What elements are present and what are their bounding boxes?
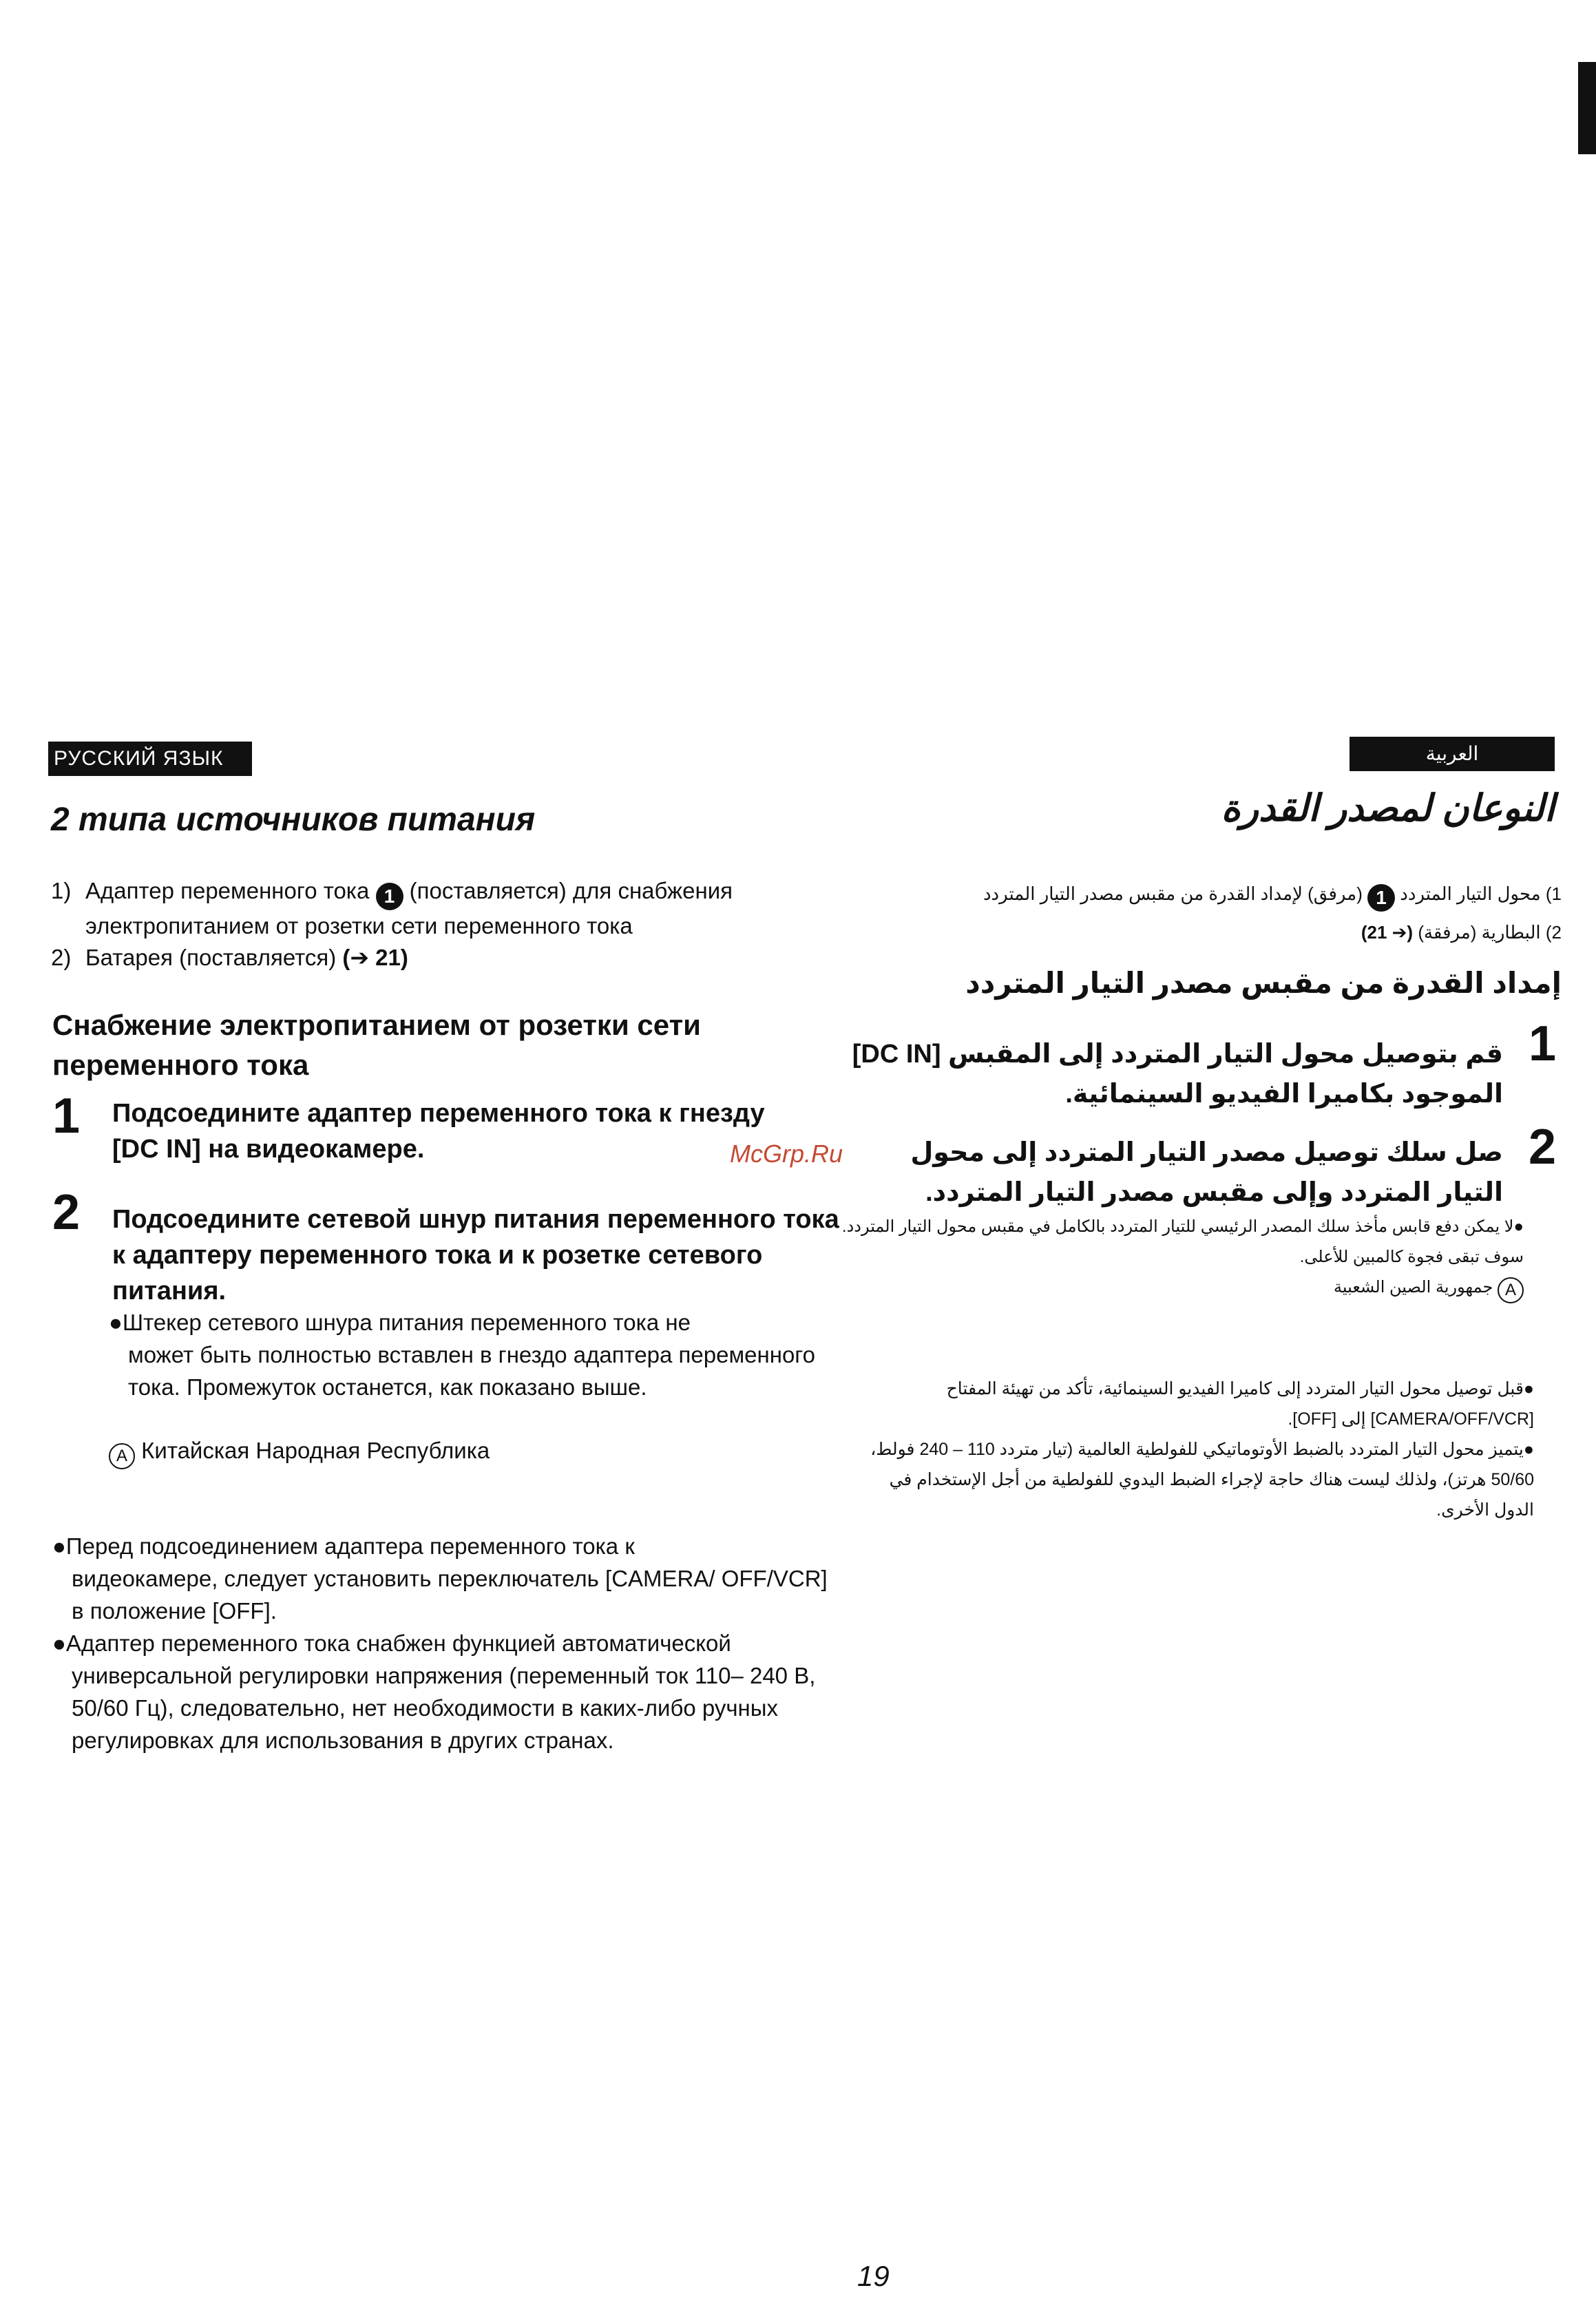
step-number-1-arabic: 1 xyxy=(1528,1016,1556,1071)
language-tab-russian: РУССКИЙ ЯЗЫК xyxy=(48,742,252,776)
step-number-2: 2 xyxy=(52,1185,81,1240)
list-item: 1) Адаптер переменного тока 1 (поставляется) для снабжения электропитанием от розетки сети переменного тока xyxy=(51,878,733,938)
note-item: ●قبل توصيل محول التيار المتردد إلى كاميرا الفيديو السينمائية، تأكد من تهيئة المفتاح [CAMERA/OFF/VCR] إلى [OFF]. xyxy=(946,1379,1534,1429)
page-reference: (➔ 21) xyxy=(1361,922,1414,943)
note-item: ●Перед подсоединением адаптера переменного тока к видеокамере, следует установить переключатель [CAMERA/ OFF/VCR] в положение [OFF]. xyxy=(52,1533,828,1624)
step-2-note-arabic: ●لا يمكن دفع قابس مأخذ سلك المصدر الرئيسي للتيار المتردد بالكامل في مقبس محول التيار المتردد. سوف تبقى فجوة كالمبين للأعلى. A جمهورية الصين الشعبية xyxy=(835,1212,1524,1303)
section-title-russian: 2 типа источников питания xyxy=(51,801,536,838)
list-item: 2) Батарея (поставляется) (➔ 21) xyxy=(51,945,408,970)
power-source-list-arabic xyxy=(846,874,1562,952)
section-title-arabic: النوعان لمصدر القدرة xyxy=(1221,788,1555,829)
subheading-russian: Снабжение электропитанием от розетки сети переменного тока xyxy=(52,1009,701,1081)
subheading-arabic: إمداد القدرة من مقبس مصدر التيار المتردد xyxy=(965,967,1562,999)
list-item: 2) البطارية (مرفقة) (➔ 21) xyxy=(1361,922,1562,943)
step-2-instruction-arabic: صل سلك توصيل مصدر التيار المتردد إلى محول التيار المتردد وإلى مقبس مصدر التيار المتردد. xyxy=(910,1138,1503,1207)
step-number-2-arabic: 2 xyxy=(1528,1120,1556,1175)
figure-legend: A Китайская Народная Республика xyxy=(109,1434,490,1469)
step-1-instruction: Подсоедините адаптер переменного тока к гнезду [DC IN] на видеокамере. xyxy=(112,1099,765,1164)
figure-legend-arabic: A جمهورية الصين الشعبية xyxy=(835,1272,1524,1303)
note-item: ●يتميز محول التيار المتردد بالضبط الأوتوماتيكي للفولطية العالمية (تيار متردد 110 – 240 فولط، 50/60 هرتز)، ولذلك ليست هناك حاجة لإجراء الضبط اليدوي للفولطية من أجل الإستخدام في الدول الأخرى. xyxy=(870,1440,1534,1520)
language-tab-arabic: العربية xyxy=(1350,737,1555,771)
page-edge-marker xyxy=(1578,62,1596,154)
callout-letter-icon: A xyxy=(1498,1277,1524,1303)
page-reference: (➔ 21) xyxy=(342,945,408,970)
callout-number-icon: 1 xyxy=(376,883,403,910)
page-number: 19 xyxy=(857,2260,890,2292)
callout-letter-icon: A xyxy=(109,1443,135,1469)
power-source-list-russian xyxy=(51,875,850,974)
step-2-instruction: Подсоедините сетевой шнур питания переменного тока к адаптеру переменного тока и к розетке сетевого питания. xyxy=(112,1205,839,1305)
step-1-instruction-arabic: قم بتوصيل محول التيار المتردد إلى المقبس [DC IN] الموجود بكاميرا الفيديو السينمائية. xyxy=(852,1040,1503,1109)
notes-arabic xyxy=(846,1374,1534,1525)
step-number-1: 1 xyxy=(52,1089,81,1144)
watermark: McGrp.Ru xyxy=(730,1140,843,1168)
list-item: 1) محول التيار المتردد 1 (مرفق) لإمداد القدرة من مقبس مصدر التيار المتردد xyxy=(846,874,1562,913)
callout-number-icon: 1 xyxy=(1367,884,1395,912)
step-2-note: ●Штекер сетевого шнура питания переменного тока не может быть полностью вставлен в гнездо адаптера переменного тока. Промежуток останется, как показано выше. xyxy=(109,1310,815,1400)
notes-russian xyxy=(52,1530,837,1756)
note-item: ●Адаптер переменного тока снабжен функцией автоматической универсальной регулировки напряжения (переменный ток 110– 240 В, 50/60 Гц), следовательно, нет необходимости в каких-либо ручных регулировках для использования в других странах. xyxy=(52,1630,816,1753)
